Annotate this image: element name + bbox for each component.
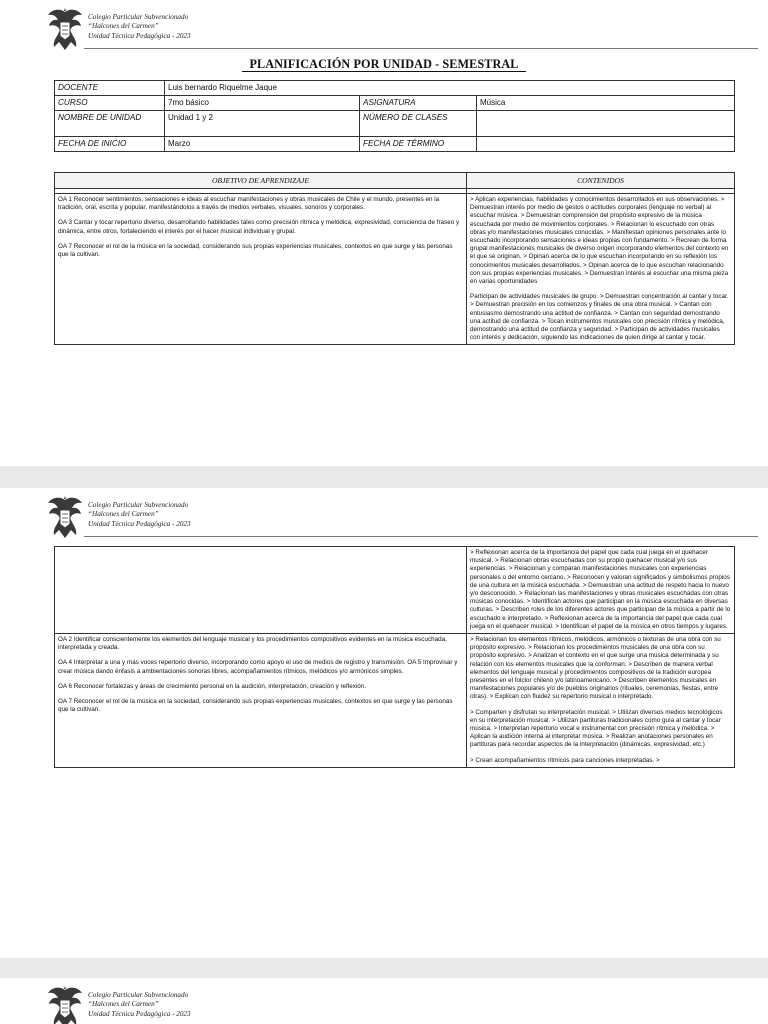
docente-value: Luis bernardo Riquelme Jaque xyxy=(165,81,735,96)
contenido-paragraph: > Reflexionan acerca de la importancia del papel que cada cual juega en el quehacer musical. > Relacionan obras escuchadas con su propio quehacer musical y/o sus experiencias. > Relacionan y comparan manifestaciones musicales con experiencias personales o del entorno cercano. > Reconocen y valoran significados y simbolismos propios de una cultura en la música escuchada. > Demuestran una actitud de respeto hacia lo nuevo y/o desconocido. > Relacionan las manifestaciones y obras musicales escuchadas con otras músicas conocidas. > Identifican actores que participan en la música escuchada en diversas culturas. > Describen roles de los diferentes actores que participan de la música a partir de lo escuchado e interpretado. > Reflexionan acerca de la importancia del papel que cada cual juega en el quehacer musical. > Identifican el papel de la música en otros tiempos y lugares. xyxy=(470,549,731,630)
school-line-2: “Halcones del Carmen” xyxy=(88,1000,159,1009)
contenido-paragraph: > Comparten y disfrutan su interpretación musical. > Utilizan diversos medios tecnológicos en su interpretación musical. > Utilizan partituras tradicionales como guía al cantar y tocar música. > Interpretan repertorio vocal e instrumental con precisión rítmica y melódica. > Aplican la audición interna al interpretar música. > Realizan anotaciones personales en partituras para recordar aspectos de la interpretación (dinámicas, expresividad, etc.) xyxy=(470,708,723,749)
objetivos-cell xyxy=(55,634,467,768)
info-row-fechas xyxy=(55,137,735,152)
document-title: PLANIFICACIÓN POR UNIDAD - SEMESTRAL xyxy=(249,57,519,71)
contenido-paragraph: > Relacionan los elementos rítmicos, melódicos, armónicos o texturas de una obra con su propósito expresivo. > Relacionan los procedimientos musicales de una obra con su propósito expresivo. > Analizan el contexto en el que surge una música determinada y su relación con los elementos musicales que la conforman. > Describen de manera verbal elementos del lenguaje musical y procedimientos compositivos de la tradición europea presentes en el folclor chileno y/o latinoamericano. > Describen elementos musicales en manifestaciones populares y/o de pueblos originarios (rituales, ceremonias, fiestas, entre otras). > Explican con fluidez su repertorio musical o interpretado. xyxy=(470,636,721,701)
document-page-3 xyxy=(0,978,768,1024)
school-line-1: Colegio Particular Subvencionado xyxy=(88,991,189,999)
info-row-docente xyxy=(55,81,735,96)
plan-table-page-2 xyxy=(54,546,735,768)
info-row-curso xyxy=(55,96,735,111)
school-crest-logo xyxy=(46,6,84,52)
school-header xyxy=(46,984,746,1024)
curso-label: CURSO xyxy=(55,96,165,111)
header-divider xyxy=(84,536,758,537)
plan-row xyxy=(55,547,735,634)
school-line-2: “Halcones del Carmen” xyxy=(88,22,159,31)
contenidos-cell xyxy=(467,194,735,345)
termino-value xyxy=(477,137,735,152)
unidad-label: NOMBRE DE UNIDAD xyxy=(55,111,165,137)
objetivo-paragraph: OA 1 Reconocer sentimientos, sensaciones e ideas al escuchar manifestaciones y obras musicales de Chile y el mundo, presentes en la tradición, oral, escrita y popular, manifestándolos a través de medios verbales, visuales, sonoros y corporales. xyxy=(58,196,440,212)
plan-row xyxy=(55,194,735,345)
objetivo-paragraph: OA 3 Cantar y tocar repertorio diverso, desarrollando habilidades tales como precisión rítmica y melódica, expresividad, consciencia de fraseo y dinámica, entre otros, fortaleciendo el interés por el hacer musical individual y grupal. xyxy=(58,219,460,235)
termino-label: FECHA DE TÉRMINO xyxy=(360,137,477,152)
school-line-3: Unidad Técnica Pedagógica - 2023 xyxy=(88,519,191,528)
objetivo-paragraph: OA 2 Identificar conscientemente los elementos del lenguaje musical y los procedimientos compositivos evidentes en la música escuchada, interpretada y creada. xyxy=(58,636,447,652)
school-line-3: Unidad Técnica Pedagógica - 2023 xyxy=(88,31,191,40)
title-underline xyxy=(242,71,526,72)
school-line-1: Colegio Particular Subvencionado xyxy=(88,501,189,509)
contenido-paragraph: Participan de actividades musicales de grupo. > Demuestran concentración al cantar y tocar. > Demuestran precisión en los comienzos y finales de una obra musical. > Cantan con entusiasmo demostrando una actitud de confianza. > Cantan con seguridad demostrando una actitud de confianza. > Tocan instrumentos musicales con precisión rítmica y melódica, demostrando una actitud de confianza y seguridad. > Participan de actividades musicales con interés y dedicación, siguiendo las indicaciones de quien dirige al cantar y tocar. xyxy=(470,293,729,342)
info-row-unidad xyxy=(55,111,735,137)
school-line-2: “Halcones del Carmen” xyxy=(88,510,159,519)
objetivo-paragraph: OA 4 Interpretar a una y más voces repertorio diverso, incorporando como apoyo el uso de medios de registro y transmisión. OA 5 Improvisar y crear música dando énfasis a ambientaciones sonoras libres, acompañamientos rítmicos, melódicos y/o armónicos simples. xyxy=(58,659,458,675)
objetivo-paragraph: OA 7 Reconocer el rol de la música en la sociedad, considerando sus propias experiencias musicales, contextos en que surge y las personas que la cultivan. xyxy=(58,698,453,714)
inicio-value: Marzo xyxy=(165,137,360,152)
school-crest-logo xyxy=(46,494,84,540)
plan-header-row xyxy=(55,173,735,189)
contenido-paragraph: > Aplican experiencias, habilidades y conocimientos desarrollados en sus observaciones. > Demuestran interés por medio de gestos o actitudes corporales (lenguaje no verbal) al escuchar música. > Demuestran comprensión del propósito expresivo de la música escuchada por medio de movimientos corporales. > Relacionan lo escuchado con otras obras y/o manifestaciones musicales conocidas. > Manifiestan opiniones personales ante lo escuchado incorporando sensaciones e ideas propias con fundamento. > Recrean de forma grupal manifestaciones musicales de diverso origen incorporando elementos del contexto en el que se originan. > Opinan acerca de lo que escuchan incorporando en su reflexión los conocimientos musicales desarrollados. > Opinan acerca de lo que escuchan relacionando con sus propias experiencias musicales. > Demuestran interés al escuchar una misma pieza en varias oportunidades xyxy=(470,196,729,286)
contenidos-cell xyxy=(467,634,735,768)
school-line-1: Colegio Particular Subvencionado xyxy=(88,13,189,21)
plan-table-page-1 xyxy=(54,172,735,345)
document-page-1 xyxy=(0,0,768,466)
objetivo-header: OBJETIVO DE APRENDIZAJE xyxy=(55,173,467,189)
plan-row xyxy=(55,634,735,768)
school-name-block xyxy=(88,991,191,1019)
header-divider xyxy=(84,48,758,49)
school-line-3: Unidad Técnica Pedagógica - 2023 xyxy=(88,1009,191,1018)
clases-value xyxy=(477,111,735,137)
contenidos-cell xyxy=(467,547,735,634)
docente-label: DOCENTE xyxy=(55,81,165,96)
contenidos-header: CONTENIDOS xyxy=(467,173,735,189)
objetivo-paragraph: OA 6 Reconocer fortalezas y áreas de crecimiento personal en la audición, interpretación, creación y reflexión. xyxy=(58,682,367,690)
objetivo-paragraph: OA 7 Reconocer el rol de la música en la sociedad, considerando sus propias experiencias musicales, contextos en que surge y las personas que la cultivan. xyxy=(58,242,453,259)
clases-label: NÚMERO DE CLASES xyxy=(360,111,477,137)
objetivos-cell xyxy=(55,194,467,345)
school-header xyxy=(46,494,746,540)
school-header xyxy=(46,6,746,52)
curso-value: 7mo básico xyxy=(165,96,360,111)
document-page-2 xyxy=(0,488,768,958)
contenido-paragraph: > Crean acompañamientos rítmicos para canciones interpretadas. > xyxy=(470,756,660,764)
info-table xyxy=(54,80,735,152)
school-name-block xyxy=(88,13,191,41)
asignatura-label: ASIGNATURA xyxy=(360,96,477,111)
school-name-block xyxy=(88,501,191,529)
unidad-value: Unidad 1 y 2 xyxy=(165,111,360,137)
school-crest-logo xyxy=(46,984,84,1024)
asignatura-value: Música xyxy=(477,96,735,111)
inicio-label: FECHA DE INICIO xyxy=(55,137,165,152)
objetivos-cell-empty xyxy=(55,547,467,634)
